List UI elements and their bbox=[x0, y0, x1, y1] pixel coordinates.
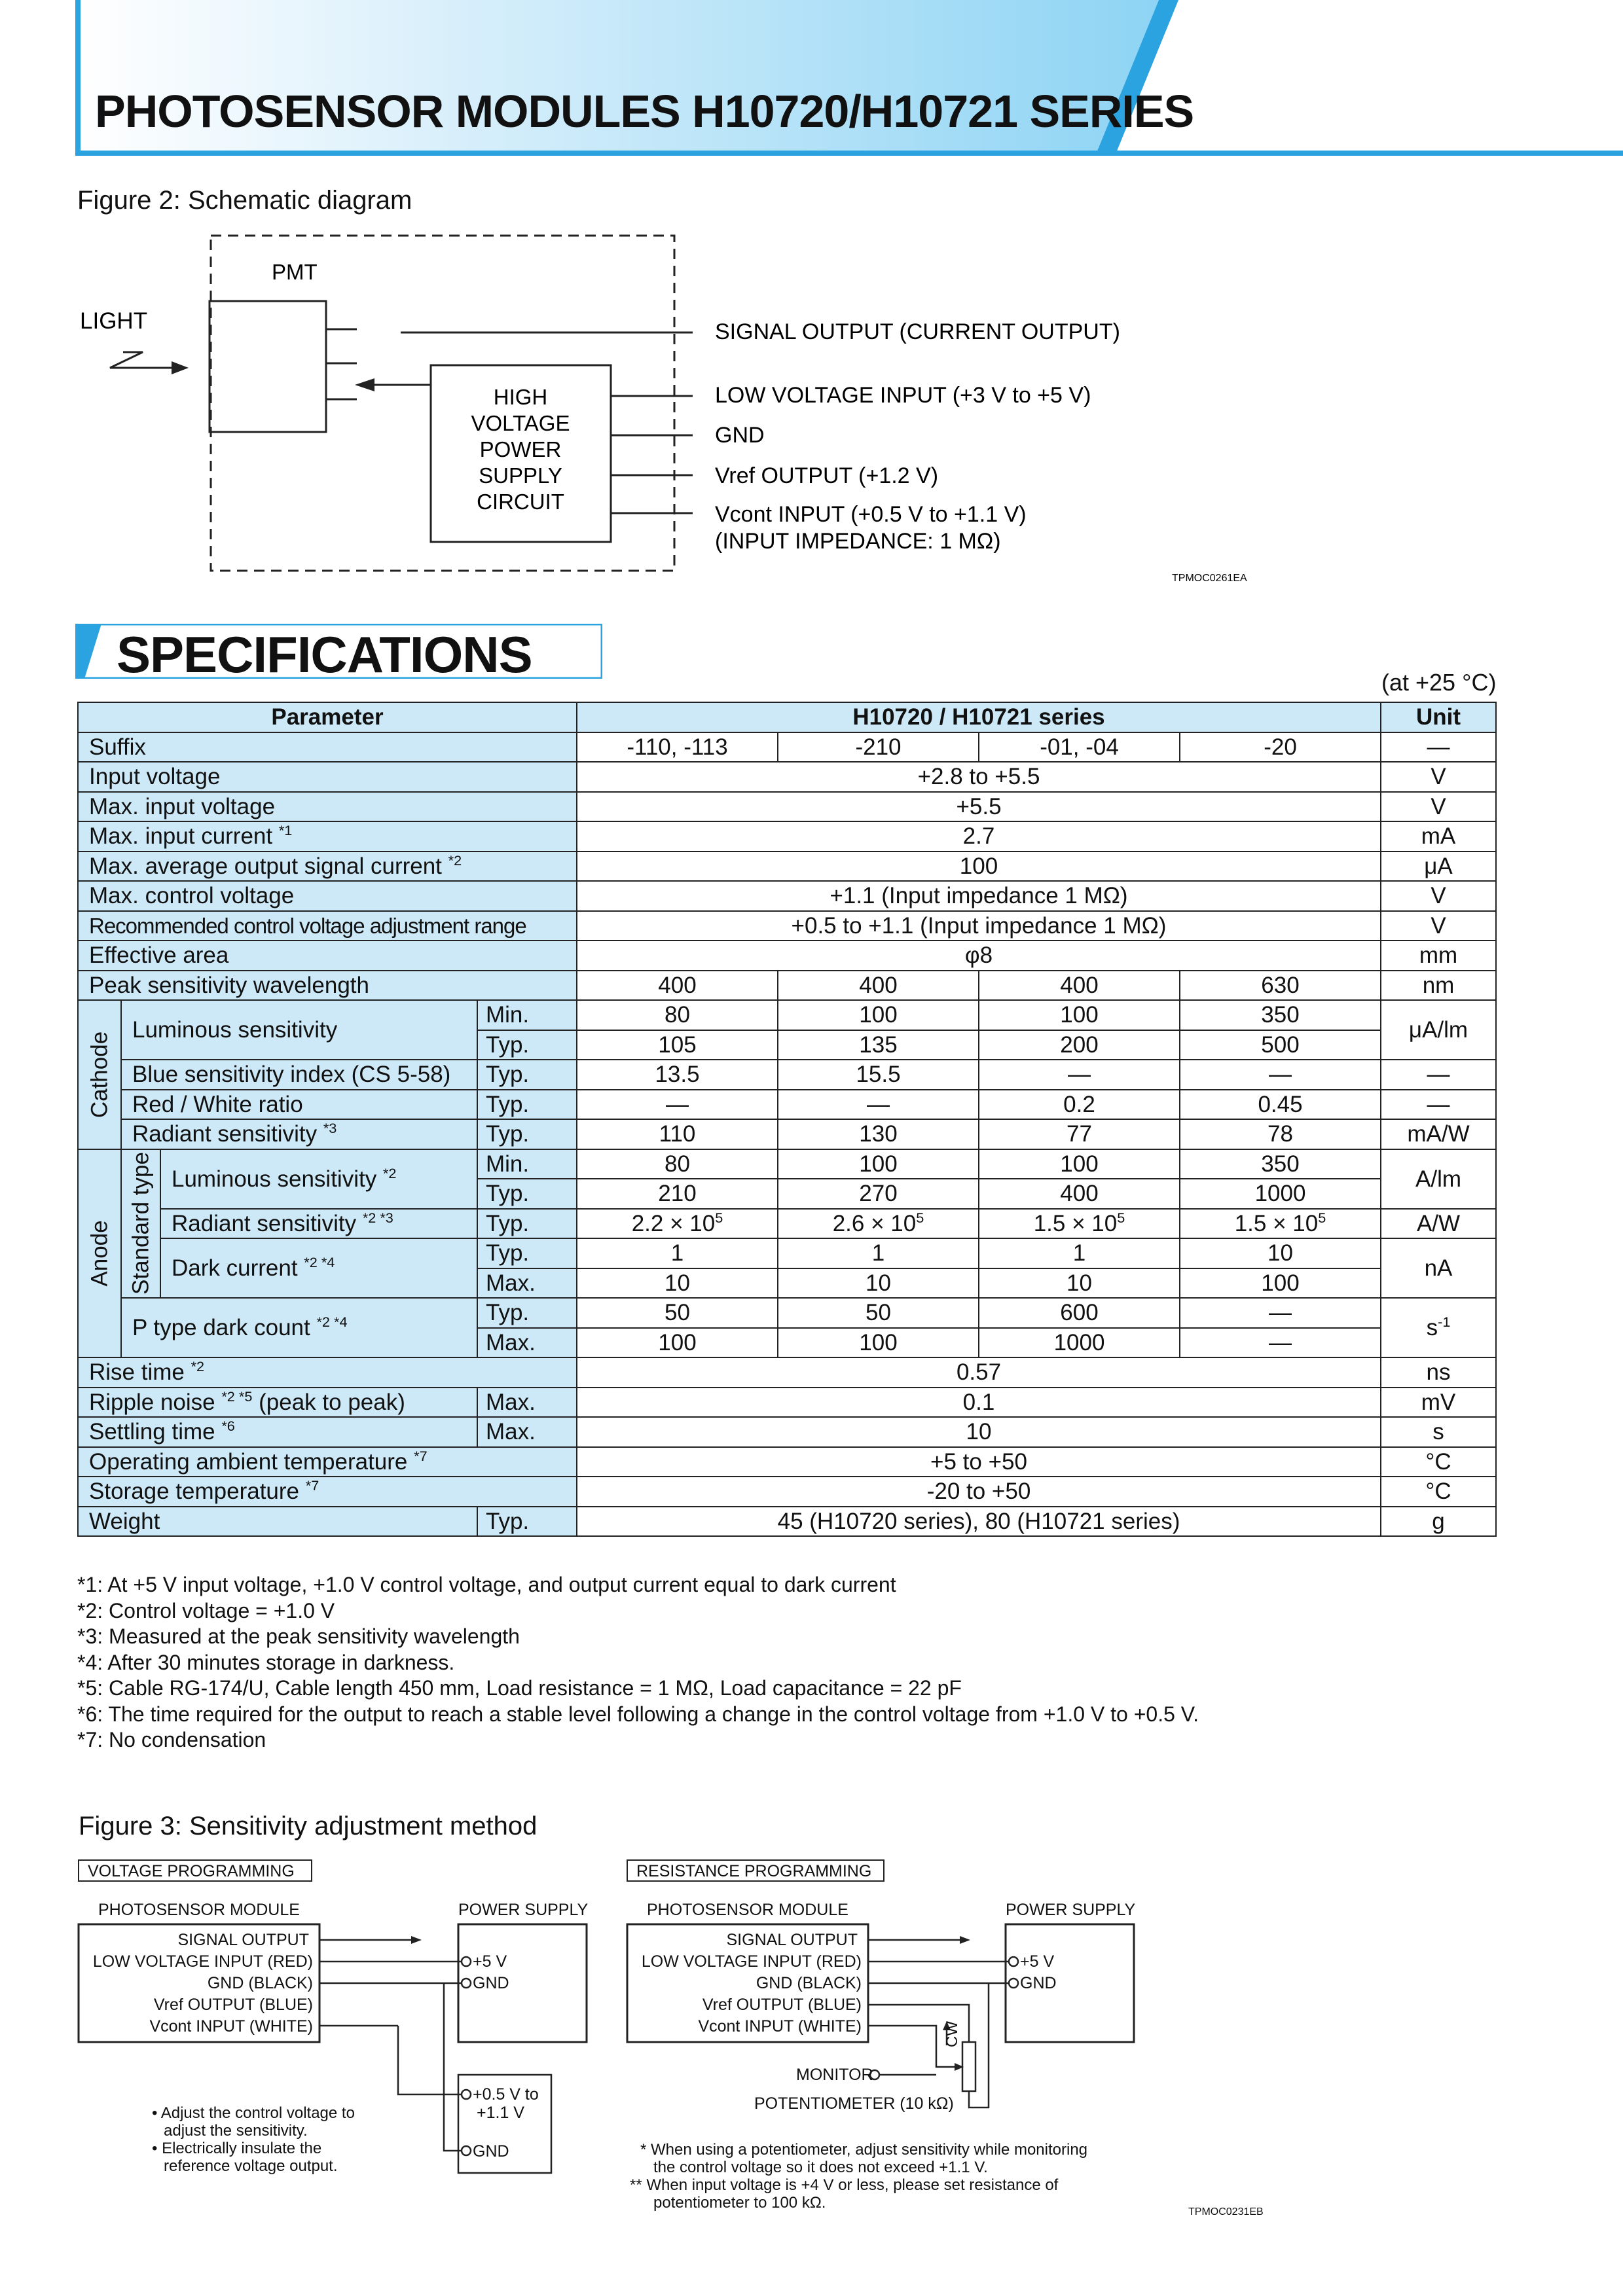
temperature-condition: (at +25 °C) bbox=[1381, 669, 1497, 696]
svg-text:GND: GND bbox=[1020, 1974, 1057, 1992]
v-power-supply-label: POWER SUPPLY bbox=[458, 1901, 589, 1919]
svg-text:• Adjust the control voltage t: • Adjust the control voltage to bbox=[152, 2104, 355, 2122]
schematic-diagram bbox=[0, 0, 1623, 602]
pmt-label: PMT bbox=[272, 260, 318, 284]
svg-text:SIGNAL OUTPUT: SIGNAL OUTPUT bbox=[726, 1931, 858, 1949]
resistance-programming-title: RESISTANCE PROGRAMMING bbox=[636, 1862, 872, 1880]
table-row: Storage temperature $^{*7}$ -20 to +50 °C bbox=[78, 1477, 1496, 1507]
svg-text:+5 V: +5 V bbox=[1020, 1952, 1055, 1971]
voltage-programming-title: VOLTAGE PROGRAMMING bbox=[88, 1862, 295, 1880]
potentiometer-label: POTENTIOMETER (10 kΩ) bbox=[754, 2094, 954, 2113]
monitor-label: MONITOR bbox=[796, 2066, 873, 2084]
table-row: Red / White ratio Typ. — — 0.2 0.45 — bbox=[78, 1090, 1496, 1120]
table-row: Typ. 210 270 400 1000 bbox=[78, 1179, 1496, 1209]
table-row: Effective area φ8 mm bbox=[78, 941, 1496, 971]
anode-group-label: Anode bbox=[78, 1149, 121, 1358]
figure2-code: TPMOC0261EA bbox=[1172, 573, 1247, 584]
r-power-supply-label: POWER SUPPLY bbox=[1006, 1901, 1136, 1919]
table-row: Blue sensitivity index (CS 5-58) Typ. 13.5 15.5 — — — bbox=[78, 1060, 1496, 1090]
svg-text:potentiometer to 100 kΩ.: potentiometer to 100 kΩ. bbox=[653, 2194, 826, 2212]
table-row: Max. 100 100 1000 — bbox=[78, 1328, 1496, 1358]
light-label: LIGHT bbox=[80, 308, 148, 334]
figure3-caption: Figure 3: Sensitivity adjustment method bbox=[79, 1812, 538, 1840]
table-row: Cathode Luminous sensitivity Min. 80 100 100 350 μA/lm bbox=[78, 1000, 1496, 1030]
table-row: Max. 10 10 10 100 bbox=[78, 1268, 1496, 1299]
table-row: Suffix -110, -113 -210 -01, -04 -20 — bbox=[78, 732, 1496, 762]
cathode-group-label: Cathode bbox=[78, 1000, 121, 1149]
table-row: Recommended control voltage adjustment range +0.5 to +1.1 (Input impedance 1 MΩ) V bbox=[78, 911, 1496, 941]
v-module-label: PHOTOSENSOR MODULE bbox=[98, 1901, 300, 1919]
r-module-label: PHOTOSENSOR MODULE bbox=[647, 1901, 848, 1919]
svg-text:+1.1 V: +1.1 V bbox=[477, 2104, 524, 2122]
table-row: Max. control voltage +1.1 (Input impedance 1 MΩ) V bbox=[78, 881, 1496, 911]
table-row: Max. input current $^{*1}$ 2.7 mA bbox=[78, 821, 1496, 852]
figure3-code: TPMOC0231EB bbox=[1188, 2206, 1264, 2217]
footnote: *5: Cable RG-174/U, Cable length 450 mm, Load resistance = 1 MΩ, Load capacitance = 22 pF bbox=[77, 1676, 962, 1700]
signal-output-label: SIGNAL OUTPUT (CURRENT OUTPUT) bbox=[715, 319, 1120, 344]
table-row: Operating ambient temperature $^{*7}$ +5 to +50 °C bbox=[78, 1447, 1496, 1477]
gnd-label: GND bbox=[715, 423, 765, 448]
figure2-caption: Figure 2: Schematic diagram bbox=[77, 186, 412, 215]
vref-output-label: Vref OUTPUT (+1.2 V) bbox=[715, 463, 939, 488]
footnotes bbox=[77, 1572, 1199, 1753]
header-series: H10720 / H10721 series bbox=[577, 702, 1381, 732]
hv-line-5: CIRCUIT bbox=[477, 490, 564, 514]
table-row: P type dark count $^{*2 *4}$ Typ. 50 50 600 — $s^{-1}$ bbox=[78, 1298, 1496, 1328]
svg-text:Vref OUTPUT (BLUE): Vref OUTPUT (BLUE) bbox=[702, 1996, 862, 2014]
vcont-input-label: Vcont INPUT (+0.5 V to +1.1 V) bbox=[715, 502, 1027, 527]
footnote: *7: No condensation bbox=[77, 1728, 266, 1751]
svg-text:Vcont INPUT (WHITE): Vcont INPUT (WHITE) bbox=[149, 2017, 313, 2036]
svg-text:reference voltage output.: reference voltage output. bbox=[164, 2157, 338, 2175]
table-row: Input voltage +2.8 to +5.5 V bbox=[78, 762, 1496, 792]
low-voltage-input-label: LOW VOLTAGE INPUT (+3 V to +5 V) bbox=[715, 383, 1091, 408]
svg-text:+0.5 V to: +0.5 V to bbox=[473, 2085, 539, 2104]
footnote: *3: Measured at the peak sensitivity wavelength bbox=[77, 1624, 520, 1648]
specifications-heading: SPECIFICATIONS bbox=[117, 626, 532, 683]
table-header-row bbox=[78, 702, 1496, 732]
svg-text:LOW VOLTAGE INPUT (RED): LOW VOLTAGE INPUT (RED) bbox=[92, 1952, 313, 1971]
svg-text:GND: GND bbox=[473, 1974, 509, 1992]
hv-line-1: HIGH bbox=[493, 385, 548, 409]
table-row: Weight Typ. 45 (H10720 series), 80 (H10721 series) g bbox=[78, 1507, 1496, 1537]
hv-line-3: POWER bbox=[479, 437, 562, 461]
svg-text:GND (BLACK): GND (BLACK) bbox=[756, 1974, 862, 1992]
table-row: Ripple noise $^{*2 *5}$ (peak to peak) Max. 0.1 mV bbox=[78, 1388, 1496, 1418]
specifications-table bbox=[77, 702, 1497, 1537]
table-row: Max. input voltage +5.5 V bbox=[78, 792, 1496, 822]
cw-label: CW bbox=[943, 2021, 961, 2047]
table-row: Radiant sensitivity $^{*3}$ Typ. 110 130 77 78 mA/W bbox=[78, 1119, 1496, 1149]
sensitivity-adjustment-diagram bbox=[0, 1846, 1623, 2232]
svg-text:the control voltage so it does: the control voltage so it does not exceed +1.1 V. bbox=[653, 2159, 988, 2176]
svg-text:* When using a potentiometer,: * When using a potentiometer, adjust sensitivity while monitoring bbox=[640, 2141, 1088, 2159]
table-row: Max. average output signal current $^{*2}$ 100 μA bbox=[78, 852, 1496, 882]
footnote: *6: The time required for the output to reach a stable level following a change in the control voltage from +1.0 V to +0.5 V. bbox=[77, 1702, 1199, 1726]
input-impedance-label: (INPUT IMPEDANCE: 1 MΩ) bbox=[715, 529, 1001, 554]
footnote: *2: Control voltage = +1.0 V bbox=[77, 1598, 335, 1623]
svg-text:** When input voltage is +4 V: ** When input voltage is +4 V or less, please set resistance of bbox=[630, 2176, 1059, 2194]
page-title: PHOTOSENSOR MODULES H10720/H10721 SERIES bbox=[95, 86, 1194, 137]
footnote: *4: After 30 minutes storage in darkness. bbox=[77, 1650, 455, 1674]
hv-line-4: SUPPLY bbox=[479, 463, 562, 488]
header-unit: Unit bbox=[1381, 702, 1496, 732]
svg-text:• Electrically insulate the: • Electrically insulate the bbox=[152, 2140, 322, 2157]
standard-type-label: Standard type bbox=[121, 1149, 160, 1299]
svg-text:GND: GND bbox=[473, 2142, 509, 2161]
svg-text:+5 V: +5 V bbox=[473, 1952, 507, 1971]
table-row: Typ. 105 135 200 500 bbox=[78, 1030, 1496, 1060]
svg-text:SIGNAL OUTPUT: SIGNAL OUTPUT bbox=[177, 1931, 309, 1949]
table-row: Settling time $^{*6}$ Max. 10 s bbox=[78, 1417, 1496, 1447]
table-row: Anode Standard type Luminous sensitivity $^{*2}$ Min. 80 100 100 350 A/lm bbox=[78, 1149, 1496, 1179]
svg-text:GND (BLACK): GND (BLACK) bbox=[207, 1974, 313, 1992]
table-row: Rise time $^{*2}$ 0.57 ns bbox=[78, 1357, 1496, 1388]
hv-line-2: VOLTAGE bbox=[471, 411, 570, 435]
svg-text:Vcont INPUT (WHITE): Vcont INPUT (WHITE) bbox=[698, 2017, 862, 2036]
table-row: Peak sensitivity wavelength 400 400 400 630 nm bbox=[78, 971, 1496, 1001]
svg-text:Vref OUTPUT (BLUE): Vref OUTPUT (BLUE) bbox=[153, 1996, 313, 2014]
svg-text:LOW VOLTAGE INPUT (RED): LOW VOLTAGE INPUT (RED) bbox=[641, 1952, 862, 1971]
table-row: Radiant sensitivity $^{*2 *3}$ Typ. $2.2 \times 10^5$ $2.6 \times 10^5$ $1.5 \times 10^5$ $1.5 \times 10^5$ A/W bbox=[78, 1209, 1496, 1239]
footnote: *1: At +5 V input voltage, +1.0 V control voltage, and output current equal to dark current bbox=[77, 1573, 896, 1596]
table-row: Dark current $^{*2 *4}$ Typ. 1 1 1 10 nA bbox=[78, 1238, 1496, 1268]
header-parameter: Parameter bbox=[78, 702, 577, 732]
svg-text:adjust the sensitivity.: adjust the sensitivity. bbox=[164, 2122, 308, 2140]
